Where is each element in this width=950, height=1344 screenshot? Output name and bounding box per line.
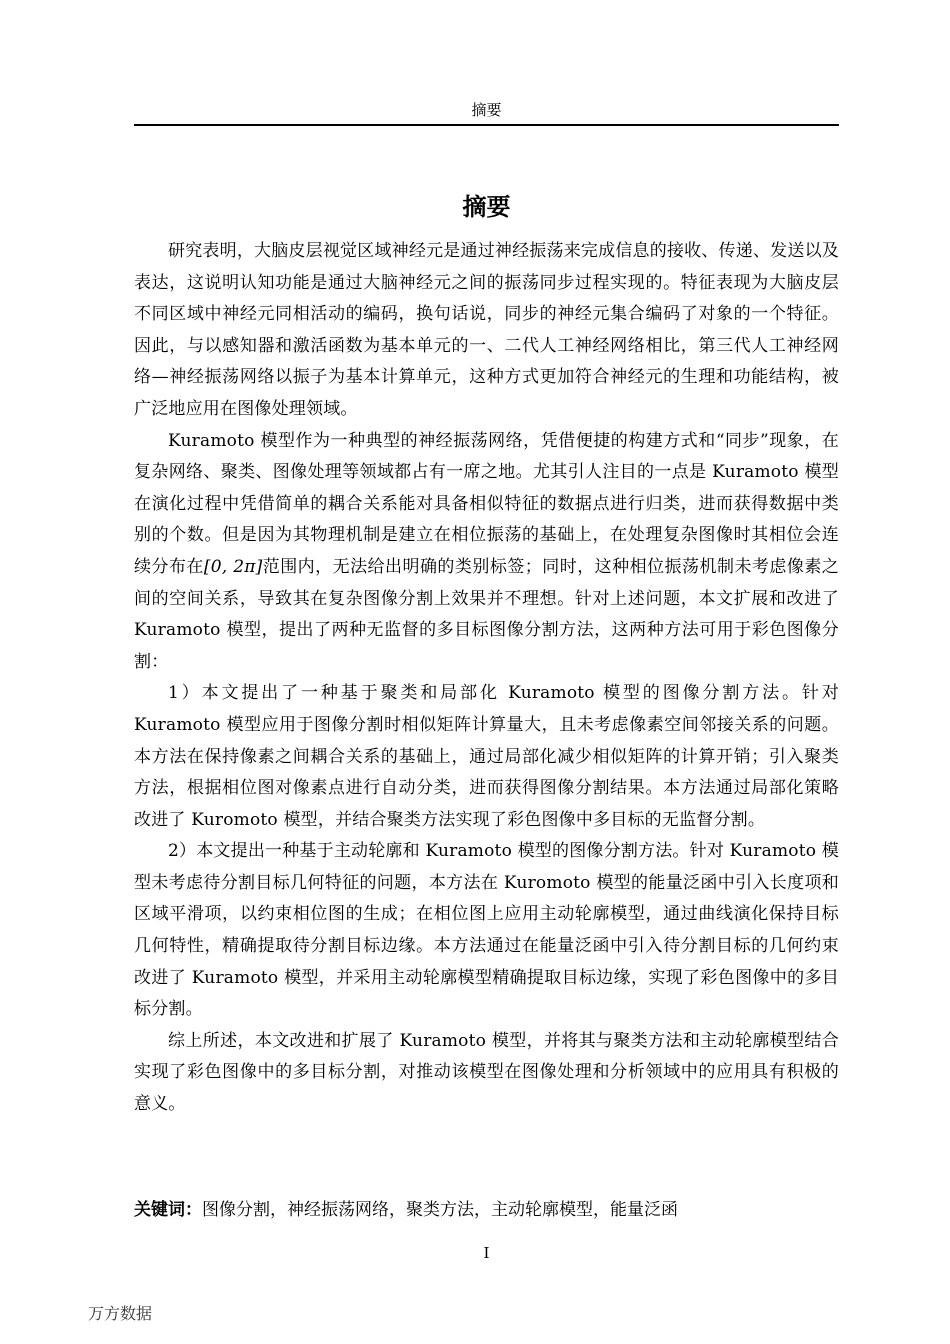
keywords-line bbox=[134, 1196, 839, 1224]
abstract-body bbox=[134, 236, 839, 1121]
keywords-text: 图像分割，神经振荡网络，聚类方法，主动轮廓模型，能量泛函 bbox=[202, 1200, 678, 1220]
paragraph-1: 研究表明，大脑皮层视觉区域神经元是通过神经振荡来完成信息的接收、传递、发送以及表达，这说明认知功能是通过大脑神经元之间的振荡同步过程实现的。特征表现为大脑皮层不同区域中神经元同相活动的编码，换句话说，同步的神经元集合编码了对象的一个特征。因此，与以感知器和激活函数为基本单元的一、二代人工神经网络相比，第三代人工神经网络—神经振荡网络以振子为基本计算单元，这种方式更加符合神经元的生理和功能结构，被广泛地应用在图像处理领域。 bbox=[134, 241, 839, 419]
running-header-title: 摘要 bbox=[471, 101, 502, 119]
paragraph-5: 综上所述，本文改进和扩展了 Kuramoto 模型，并将其与聚类方法和主动轮廓模型结合实现了彩色图像中的多目标分割，对推动该模型在图像处理和分析领域中的应用具有积极的意义。 bbox=[134, 1030, 839, 1115]
paragraph-3: 1）本文提出了一种基于聚类和局部化 Kuramoto 模型的图像分割方法。针对 Kuramoto 模型应用于图像分割时相似矩阵计算量大，且未考虑像素空间邻接关系的问题。本方法在保持像素之间耦合关系的基础上，通过局部化减少相似矩阵的计算开销；引入聚类方法，根据相位图对像素点进行自动分类，进而获得图像分割结果。本方法通过局部化策略改进了 Kuromoto 模型，并结合聚类方法实现了彩色图像中多目标的无监督分割。 bbox=[134, 683, 839, 830]
header-rule bbox=[134, 124, 839, 126]
paragraph-2 bbox=[134, 426, 839, 679]
paragraph-4: 2）本文提出一种基于主动轮廓和 Kuramoto 模型的图像分割方法。针对 Kuramoto 模型未考虑待分割目标几何特征的问题，本方法在 Kuromoto 模型的能量泛函中引入长度项和区域平滑项，以约束相位图的生成；在相位图上应用主动轮廓模型，通过曲线演化保持目标几何特性，精确提取待分割目标边缘。本方法通过在能量泛函中引入待分割目标的几何约束改进了 Kuramoto 模型，并采用主动轮廓模型精确提取目标边缘，实现了彩色图像中的多目标分割。 bbox=[134, 841, 839, 1020]
source-watermark: 万方数据 bbox=[88, 1304, 153, 1323]
paragraph-2-part-b: 范围内，无法给出明确的类别标签；同时，这种相位振荡机制未考虑像素之间的空间关系，导致其在复杂图像分割上效果并不理想。针对上述问题，本文扩展和改进了 Kuramoto 模型，提出了两种无监督的多目标图像分割方法，这两种方法可用于彩色图像分割： bbox=[134, 556, 839, 672]
paragraph-2-part-a: Kuramoto 模型作为一种典型的神经振荡网络，凭借便捷的构建方式和“同步”现象，在复杂网络、聚类、图像处理等领域都占有一席之地。尤其引人注目的一点是 Kuramoto 模型在演化过程中凭借简单的耦合关系能对具备相似特征的数据点进行归类，进而获得数据中类别的个数。但是因为其物理机制是建立在相位振荡的基础上，在处理复杂图像时其相位会连续分布在 bbox=[134, 430, 839, 577]
page-number: I bbox=[483, 1244, 490, 1262]
keywords-label: 关键词： bbox=[134, 1200, 202, 1220]
page-title: 摘要 bbox=[462, 193, 511, 222]
phase-interval: [0, 2π] bbox=[203, 556, 263, 577]
